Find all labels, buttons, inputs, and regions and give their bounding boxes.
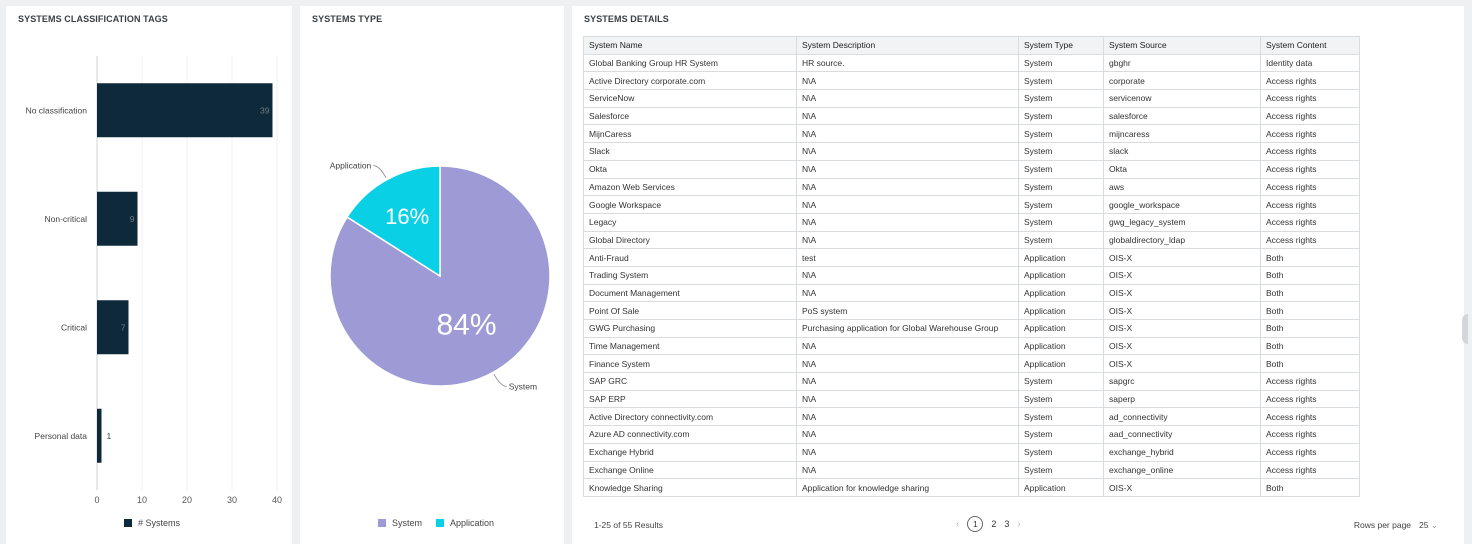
table-cell: N\A: [797, 373, 1019, 391]
table-cell: System: [1019, 160, 1104, 178]
table-cell: Access rights: [1261, 408, 1360, 426]
table-row[interactable]: [584, 266, 1360, 284]
table-cell: Access rights: [1261, 107, 1360, 125]
table-cell: OIS-X: [1104, 479, 1261, 497]
table-cell: GWG Purchasing: [584, 320, 797, 338]
table-cell: Both: [1261, 320, 1360, 338]
category-label: No classification: [25, 105, 87, 116]
table-cell: gbghr: [1104, 54, 1261, 72]
table-cell: Google Workspace: [584, 196, 797, 214]
table-cell: N\A: [797, 213, 1019, 231]
table-cell: System: [1019, 178, 1104, 196]
table-cell: System: [1019, 196, 1104, 214]
table-cell: Active Directory corporate.com: [584, 72, 797, 90]
type-panel: [300, 6, 564, 544]
table-cell: OIS-X: [1104, 320, 1261, 338]
table-cell: google_workspace: [1104, 196, 1261, 214]
table-cell: saperp: [1104, 390, 1261, 408]
legend-label-system[interactable]: System: [392, 518, 423, 528]
table-cell: N\A: [797, 355, 1019, 373]
table-row[interactable]: [584, 302, 1360, 320]
prev-page-icon[interactable]: ‹: [956, 518, 960, 530]
table-cell: Application: [1019, 479, 1104, 497]
table-cell: System: [1019, 408, 1104, 426]
table-cell: SAP ERP: [584, 390, 797, 408]
table-cell: aws: [1104, 178, 1261, 196]
table-header-row: [584, 37, 1360, 55]
table-cell: Access rights: [1261, 196, 1360, 214]
table-cell: salesforce: [1104, 107, 1261, 125]
table-row[interactable]: [584, 90, 1360, 108]
page-3-button[interactable]: 3: [1004, 519, 1010, 529]
table-cell: Access rights: [1261, 160, 1360, 178]
x-tick-label: 40: [271, 495, 283, 505]
table-cell: System: [1019, 125, 1104, 143]
table-row[interactable]: [584, 284, 1360, 302]
table-cell: exchange_online: [1104, 461, 1261, 479]
table-cell: Knowledge Sharing: [584, 479, 797, 497]
table-cell: Slack: [584, 143, 797, 161]
table-cell: N\A: [797, 90, 1019, 108]
table-cell: N\A: [797, 408, 1019, 426]
column-header[interactable]: System Content: [1261, 37, 1360, 55]
table-cell: Identity data: [1261, 54, 1360, 72]
table-cell: slack: [1104, 143, 1261, 161]
pie-category-label: Application: [329, 160, 372, 171]
table-cell: corporate: [1104, 72, 1261, 90]
rows-per-page-label: Rows per page: [1353, 520, 1412, 530]
bar[interactable]: [97, 83, 273, 137]
table-cell: HR source.: [797, 54, 1019, 72]
table-cell: System: [1019, 90, 1104, 108]
table-cell: Access rights: [1261, 461, 1360, 479]
side-panel-handle[interactable]: [1462, 314, 1468, 344]
table-cell: N\A: [797, 231, 1019, 249]
results-count: 1-25 of 55 Results: [594, 520, 663, 530]
table-cell: Global Banking Group HR System: [584, 54, 797, 72]
column-header[interactable]: System Description: [797, 37, 1019, 55]
bar-value-label: 7: [120, 322, 126, 333]
table-cell: Both: [1261, 249, 1360, 267]
legend-swatch-application: [436, 519, 444, 527]
table-cell: N\A: [797, 284, 1019, 302]
table-cell: N\A: [797, 443, 1019, 461]
table-cell: sapgrc: [1104, 373, 1261, 391]
column-header[interactable]: System Type: [1019, 37, 1104, 55]
table-cell: Application: [1019, 284, 1104, 302]
table-cell: Both: [1261, 479, 1360, 497]
table-body: [584, 54, 1360, 496]
table-cell: Application: [1019, 266, 1104, 284]
table-cell: Access rights: [1261, 178, 1360, 196]
table-cell: ServiceNow: [584, 90, 797, 108]
legend-label-application[interactable]: Application: [450, 518, 495, 528]
table-cell: Access rights: [1261, 72, 1360, 90]
table-cell: Both: [1261, 266, 1360, 284]
table-cell: Access rights: [1261, 125, 1360, 143]
table-cell: Access rights: [1261, 90, 1360, 108]
classification-panel: [6, 6, 292, 544]
table-cell: System: [1019, 231, 1104, 249]
table-cell: Both: [1261, 284, 1360, 302]
table-cell: Salesforce: [584, 107, 797, 125]
rows-per-page-value: 25: [1419, 520, 1429, 530]
table-row[interactable]: [584, 390, 1360, 408]
table-cell: gwg_legacy_system: [1104, 213, 1261, 231]
x-tick-label: 10: [136, 495, 148, 505]
table-cell: test: [797, 249, 1019, 267]
table-cell: System: [1019, 373, 1104, 391]
pie-leader-line: [373, 166, 386, 178]
table-cell: N\A: [797, 107, 1019, 125]
type-legend: [378, 518, 494, 528]
table-cell: Application: [1019, 337, 1104, 355]
table-cell: Application: [1019, 249, 1104, 267]
table-cell: mijncaress: [1104, 125, 1261, 143]
table-cell: System: [1019, 213, 1104, 231]
table-cell: Active Directory connectivity.com: [584, 408, 797, 426]
table-cell: Both: [1261, 355, 1360, 373]
table-cell: Okta: [1104, 160, 1261, 178]
table-row[interactable]: [584, 143, 1360, 161]
table-cell: Access rights: [1261, 373, 1360, 391]
table-cell: Access rights: [1261, 231, 1360, 249]
details-panel: [572, 6, 1464, 544]
table-row[interactable]: [584, 249, 1360, 267]
table-row[interactable]: [584, 443, 1360, 461]
classification-legend[interactable]: [124, 518, 180, 528]
table-cell: OIS-X: [1104, 284, 1261, 302]
table-cell: System: [1019, 426, 1104, 444]
category-label: Personal data: [34, 430, 87, 441]
table-cell: Access rights: [1261, 213, 1360, 231]
table-cell: Okta: [584, 160, 797, 178]
bar-value-label: 9: [129, 213, 135, 224]
legend-swatch: [124, 519, 132, 527]
table-cell: N\A: [797, 196, 1019, 214]
type-panel-title: SYSTEMS TYPE: [312, 14, 383, 24]
table-cell: Exchange Hybrid: [584, 443, 797, 461]
table-row[interactable]: [584, 426, 1360, 444]
table-row[interactable]: [584, 373, 1360, 391]
table-cell: SAP GRC: [584, 373, 797, 391]
table-cell: Azure AD connectivity.com: [584, 426, 797, 444]
table-row[interactable]: [584, 320, 1360, 338]
table-cell: Document Management: [584, 284, 797, 302]
table-cell: exchange_hybrid: [1104, 443, 1261, 461]
table-row[interactable]: [584, 196, 1360, 214]
column-header[interactable]: System Name: [584, 37, 797, 55]
column-header[interactable]: System Source: [1104, 37, 1261, 55]
classification-panel-title: SYSTEMS CLASSIFICATION TAGS: [18, 14, 168, 24]
table-cell: N\A: [797, 266, 1019, 284]
table-cell: Access rights: [1261, 143, 1360, 161]
table-cell: Both: [1261, 337, 1360, 355]
category-label: Non-critical: [44, 213, 87, 224]
pagination: [956, 516, 1021, 532]
category-label: Critical: [61, 322, 87, 333]
table-row[interactable]: [584, 213, 1360, 231]
table-cell: System: [1019, 461, 1104, 479]
systems-details-table: [583, 36, 1360, 497]
table-cell: Finance System: [584, 355, 797, 373]
details-panel-title: SYSTEMS DETAILS: [584, 14, 669, 24]
bar[interactable]: [97, 409, 102, 463]
classification-bar-chart: [6, 6, 292, 544]
table-cell: System: [1019, 143, 1104, 161]
table-cell: N\A: [797, 390, 1019, 408]
x-tick-label: 0: [94, 495, 100, 505]
table-cell: System: [1019, 443, 1104, 461]
table-cell: System: [1019, 72, 1104, 90]
table-cell: OIS-X: [1104, 266, 1261, 284]
table-row[interactable]: [584, 337, 1360, 355]
table-cell: PoS system: [797, 302, 1019, 320]
table-row[interactable]: [584, 72, 1360, 90]
table-cell: Legacy: [584, 213, 797, 231]
table-cell: OIS-X: [1104, 302, 1261, 320]
table-cell: Global Directory: [584, 231, 797, 249]
table-row[interactable]: [584, 479, 1360, 497]
table-cell: Access rights: [1261, 426, 1360, 444]
table-row[interactable]: [584, 461, 1360, 479]
table-cell: System: [1019, 107, 1104, 125]
table-cell: System: [1019, 54, 1104, 72]
table-cell: Amazon Web Services: [584, 178, 797, 196]
table-cell: Access rights: [1261, 443, 1360, 461]
table-cell: Anti-Fraud: [584, 249, 797, 267]
table-cell: Application: [1019, 355, 1104, 373]
table-cell: N\A: [797, 178, 1019, 196]
table-cell: Both: [1261, 302, 1360, 320]
page-2-button[interactable]: 2: [991, 519, 997, 529]
table-cell: OIS-X: [1104, 337, 1261, 355]
pie-leader-line: [494, 374, 507, 386]
table-cell: System: [1019, 390, 1104, 408]
table-cell: N\A: [797, 143, 1019, 161]
table-cell: Purchasing application for Global Warehouse Group: [797, 320, 1019, 338]
table-cell: Time Management: [584, 337, 797, 355]
table-row[interactable]: [584, 54, 1360, 72]
table-row[interactable]: [584, 125, 1360, 143]
table-cell: Exchange Online: [584, 461, 797, 479]
table-row[interactable]: [584, 178, 1360, 196]
x-tick-label: 20: [181, 495, 193, 505]
table-cell: Point Of Sale: [584, 302, 797, 320]
table-cell: ad_connectivity: [1104, 408, 1261, 426]
table-row[interactable]: [584, 107, 1360, 125]
table-row[interactable]: [584, 160, 1360, 178]
table-cell: N\A: [797, 461, 1019, 479]
bar-value-label: 39: [260, 105, 270, 116]
chevron-down-icon: ⌄: [1430, 520, 1438, 530]
pie-value-label: 84%: [436, 308, 497, 342]
rows-per-page-select[interactable]: [1419, 520, 1438, 531]
page-1-button[interactable]: 1: [967, 516, 983, 532]
table-cell: Application: [1019, 302, 1104, 320]
table-cell: Trading System: [584, 266, 797, 284]
table-cell: N\A: [797, 160, 1019, 178]
table-cell: N\A: [797, 426, 1019, 444]
table-cell: globaldirectory_ldap: [1104, 231, 1261, 249]
table-row[interactable]: [584, 408, 1360, 426]
table-cell: N\A: [797, 72, 1019, 90]
table-cell: N\A: [797, 125, 1019, 143]
table-row[interactable]: [584, 231, 1360, 249]
legend-swatch-system: [378, 519, 386, 527]
table-cell: Application for knowledge sharing: [797, 479, 1019, 497]
next-page-icon[interactable]: ›: [1017, 518, 1021, 530]
systems-type-pie-chart: [300, 6, 564, 544]
pie-category-label: System: [508, 381, 538, 392]
table-cell: Application: [1019, 320, 1104, 338]
table-cell: OIS-X: [1104, 249, 1261, 267]
table-cell: Access rights: [1261, 390, 1360, 408]
rows-per-page: [1354, 520, 1438, 531]
table-cell: OIS-X: [1104, 355, 1261, 373]
table-row[interactable]: [584, 355, 1360, 373]
bar-value-label: 1: [106, 430, 112, 441]
table-cell: servicenow: [1104, 90, 1261, 108]
table-cell: N\A: [797, 337, 1019, 355]
x-tick-label: 30: [226, 495, 238, 505]
legend-label-systems: # Systems: [138, 518, 181, 528]
pie-value-label: 16%: [385, 203, 430, 229]
table-cell: aad_connectivity: [1104, 426, 1261, 444]
table-cell: MijnCaress: [584, 125, 797, 143]
